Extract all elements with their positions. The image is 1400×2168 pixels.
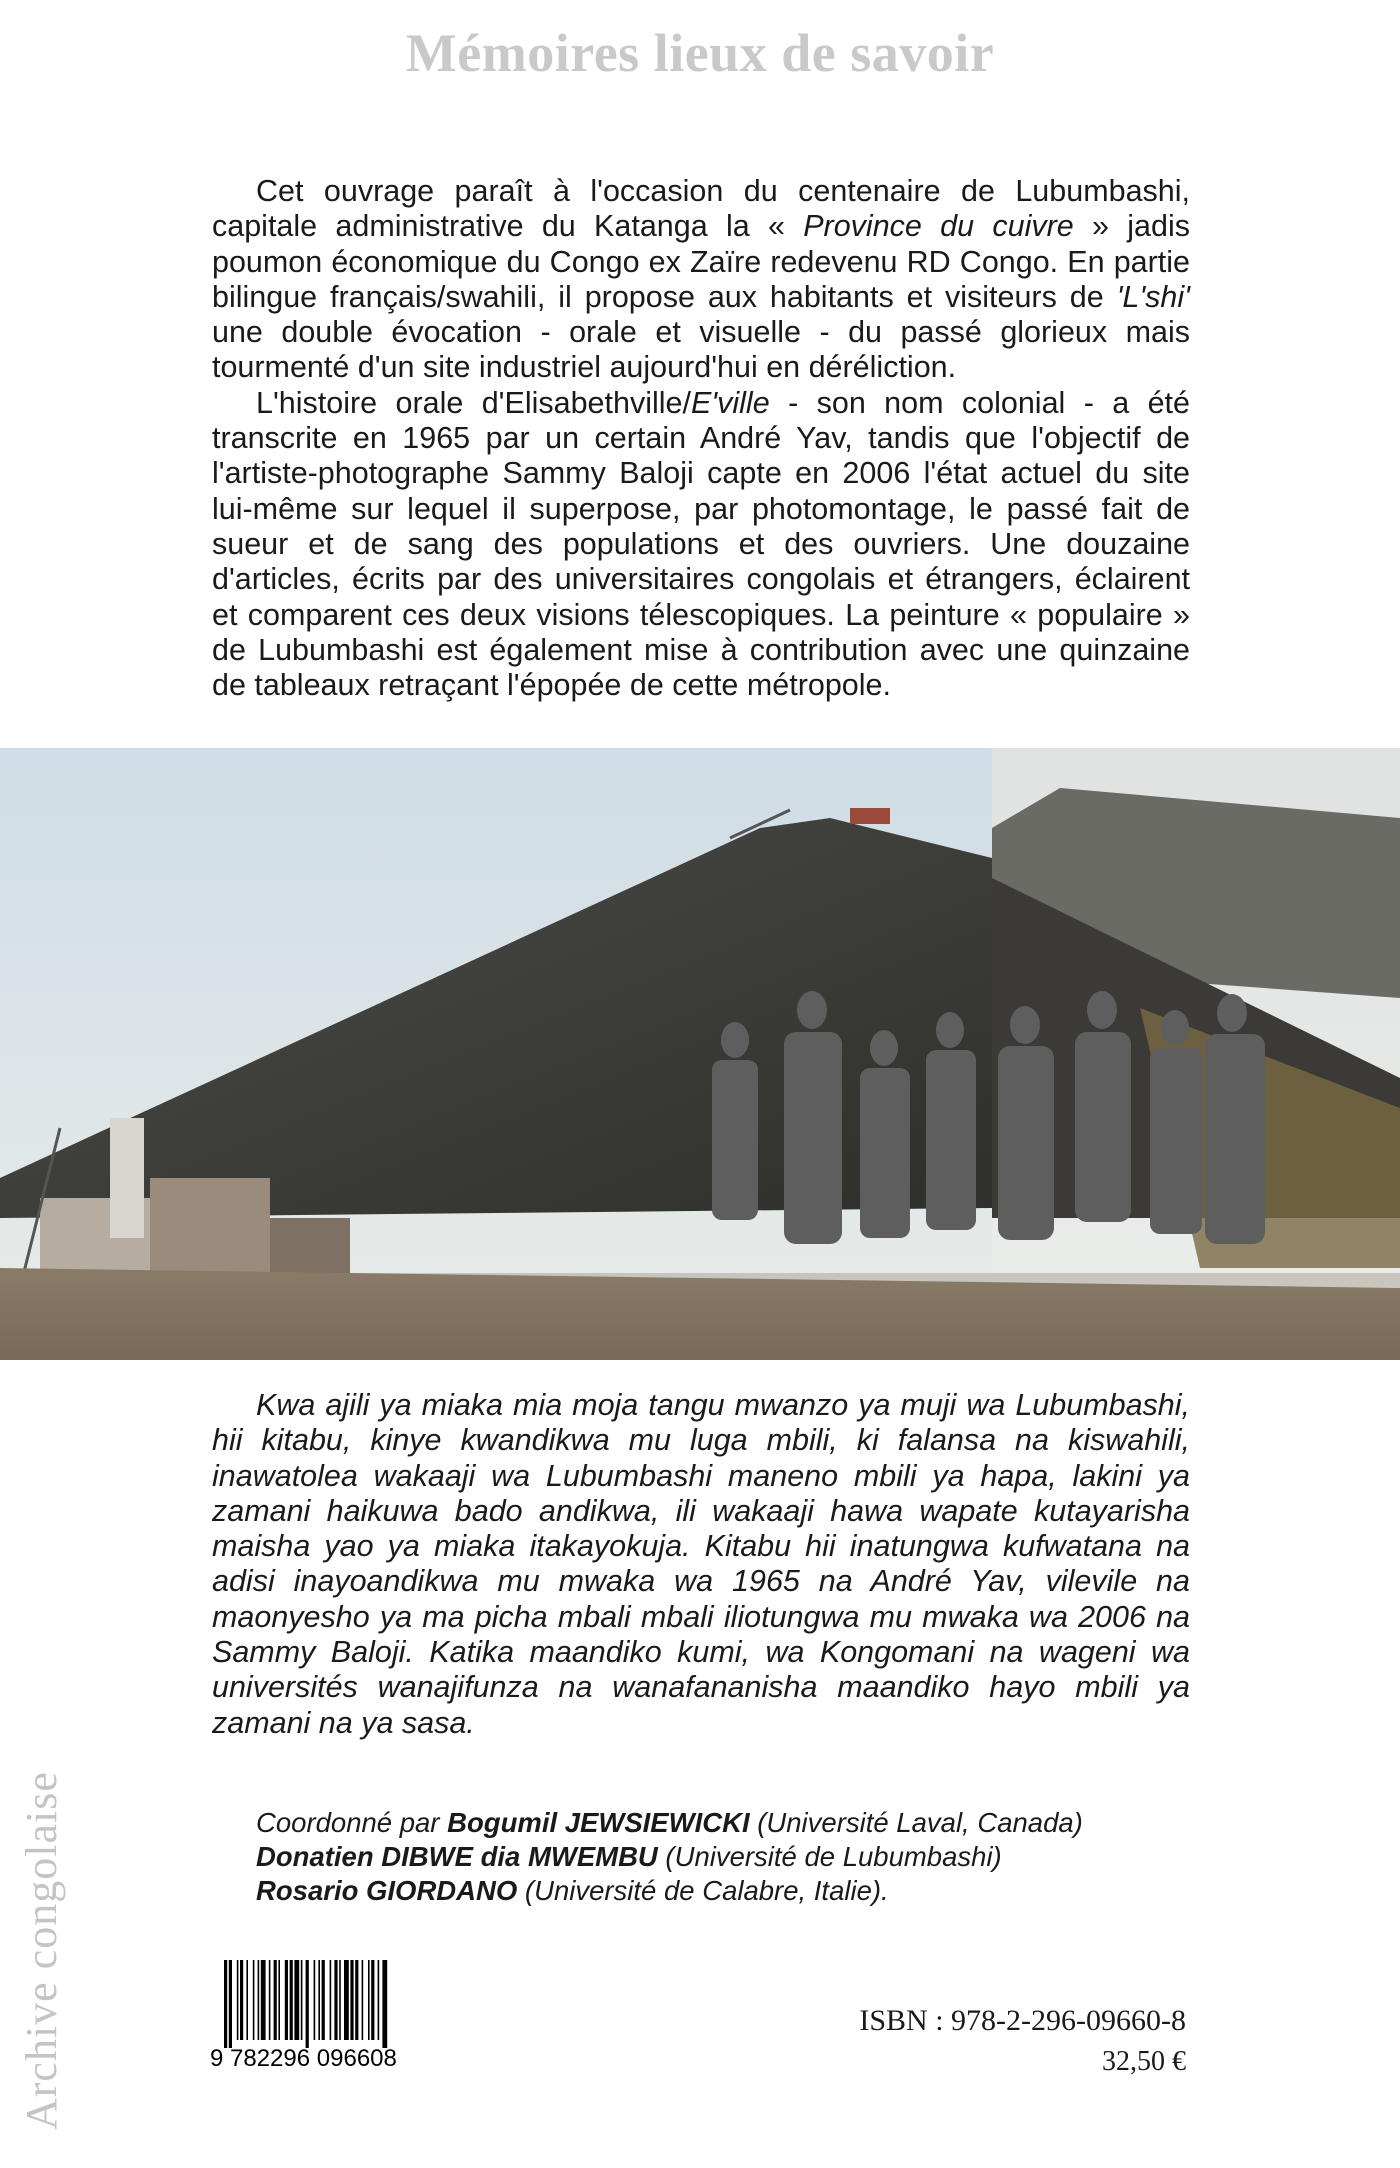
cover-photomontage [0,748,1400,1360]
book-title: Mémoires lieux de savoir [405,23,995,83]
isbn: ISBN : 978-2-296-09660-8 [859,2004,1186,2037]
french-blurb [212,174,1190,703]
editor-credits [256,1806,1083,1908]
editor-line-2: Donatien DIBWE dia MWEMBU (Université de Lubumbashi) [256,1841,1002,1872]
french-paragraph-1: Cet ouvrage paraît à l'occasion du centenaire de Lubumbashi, capitale administrative du Katanga la « Province du cuivre » jadis poumon économique du Congo ex Zaïre redevenu RD Congo. En partie bilingue français/swahili, il propose aux habitants et visiteurs de 'L'shi' une double évocation - orale et visuelle - du passé glorieux mais tourmenté d'un site industriel aujourd'hui en déréliction. [212,174,1190,385]
isbn-barcode [210,1960,510,2070]
series-label: Archive congolaise [17,1771,66,2130]
barcode-digits: 9 782296 096608 [210,2045,397,2070]
swahili-blurb: Kwa ajili ya miaka mia moja tangu mwanzo ya muji wa Lubumbashi, hii kitabu, kinye kwandikwa mu luga mbili, ki falansa na kiswahili, inawatolea wakaaji wa Lubumbashi maneno mbili ya hapa, lakini ya zamani haikuwa bado andikwa, ili wakaaji hawa wapate kutayarisha maisha yao ya miaka itakayokuja. Kitabu hii inatungwa kufwatana na adisi inayoandikwa mu mwaka wa 1965 na André Yav, vilevile na maonyesho ya ma picha mbali mbali iliotungwa mu mwaka wa 2006 na Sammy Baloji. Katika maandiko kumi, wa Kongomani na wageni wa universités wanajifunza na wanafananisha maandiko hayo mbili ya zamani na ya sasa. [212,1388,1190,1740]
editor-line-1: Coordonné par Bogumil JEWSIEWICKI (Université Laval, Canada) [256,1807,1083,1838]
slag-heap-photo [0,748,1400,1360]
price: 32,50 € [1102,2046,1186,2077]
editor-line-3: Rosario GIORDANO (Université de Calabre, Italie). [256,1875,889,1906]
french-paragraph-2: L'histoire orale d'Elisabethville/E'ville - son nom colonial - a été transcrite en 1965 par un certain André Yav, tandis que l'objectif de l'artiste-photographe Sammy Baloji capte en 2006 l'état actuel du site lui-même sur lequel il superpose, par photomontage, le passé fait de sueur et de sang des populations et des ouvriers. Une douzaine d'articles, écrits par des universitaires congolais et étrangers, éclairent et comparent ces deux visions télescopiques. La peinture « populaire » de Lubumbashi est également mise à contribution avec une quinzaine de tableaux retraçant l'épopée de cette métropole. [212,385,1190,703]
